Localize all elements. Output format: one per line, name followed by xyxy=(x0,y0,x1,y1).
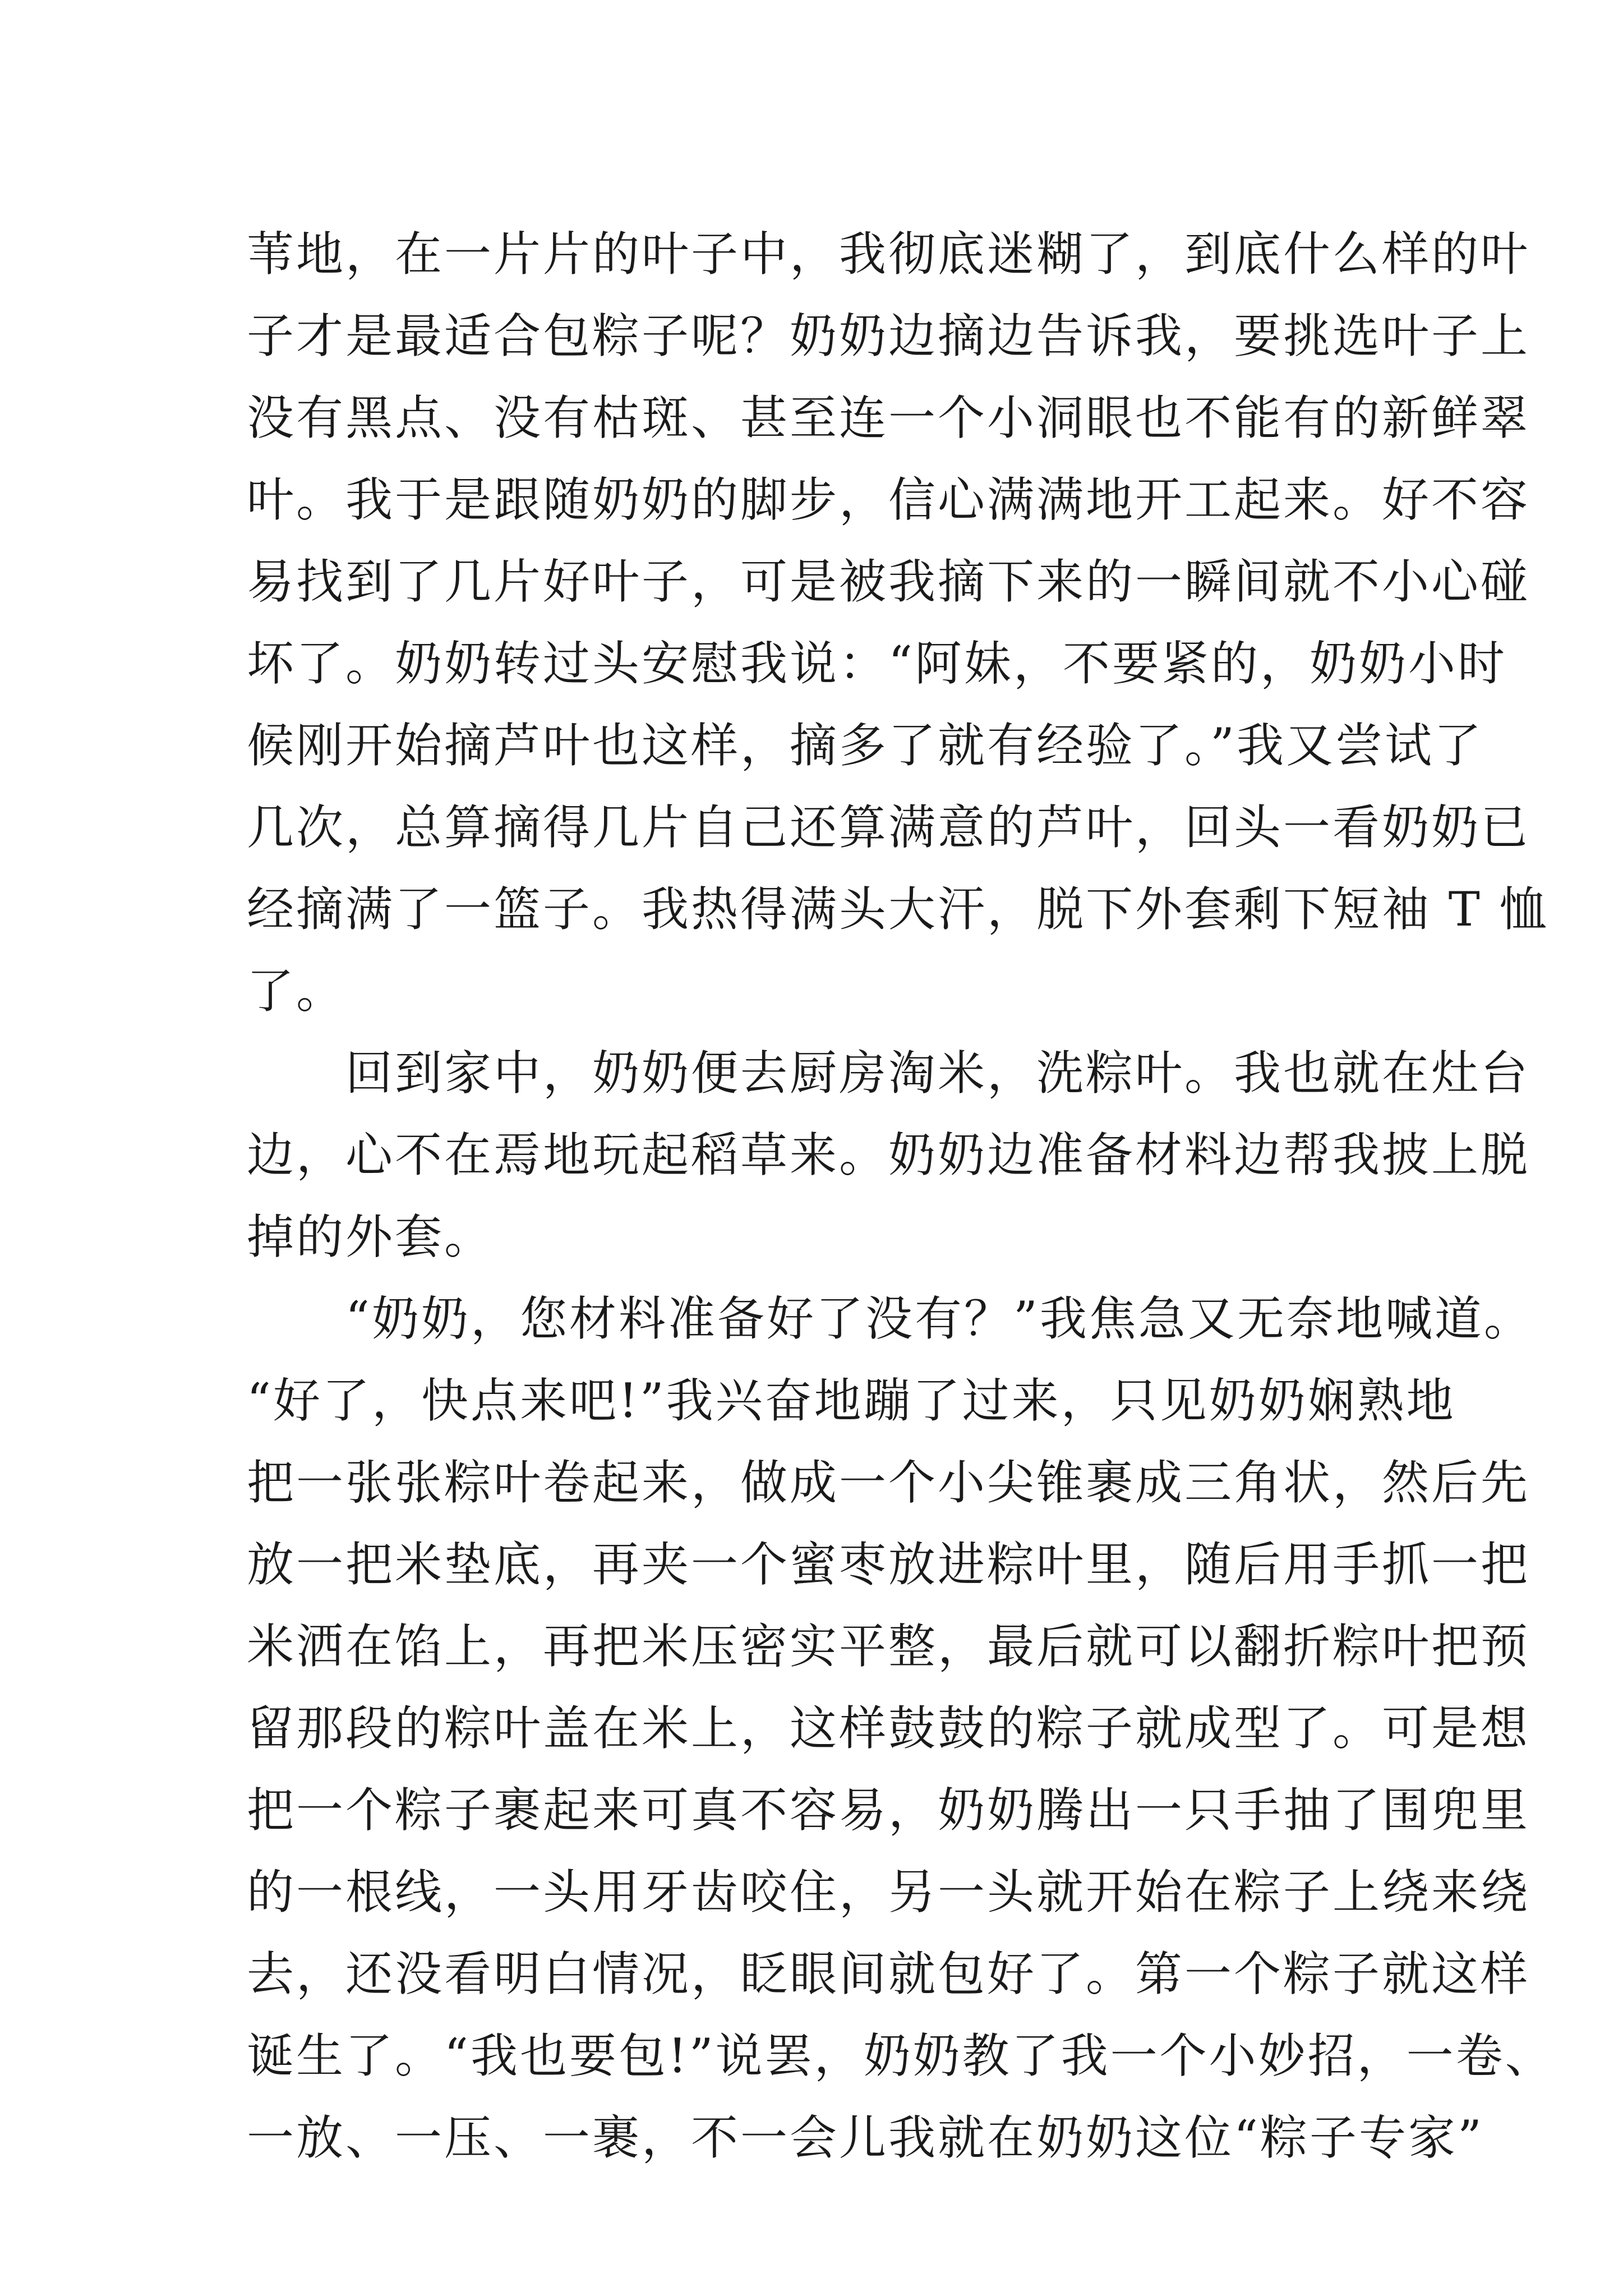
text-line: 放一把米垫底，再夹一个蜜枣放进粽叶里，随后用手抓一把 xyxy=(247,1537,1530,1592)
text-line: 掉的外套。 xyxy=(247,1209,494,1264)
text-line: “好了，快点来吧!”我兴奋地蹦了过来，只见奶奶娴熟地 xyxy=(247,1373,1456,1428)
text-line: 易找到了几片好叶子，可是被我摘下来的一瞬间就不小心碰 xyxy=(247,554,1530,609)
text-line: 坏了。奶奶转过头安慰我说：“阿妹，不要紧的，奶奶小时 xyxy=(247,636,1507,691)
text-line: 苇地，在一片片的叶子中，我彻底迷糊了，到底什么样的叶 xyxy=(247,227,1530,282)
body-text xyxy=(247,213,1555,2179)
text-line: 没有黑点、没有枯斑、甚至连一个小洞眼也不能有的新鲜翠 xyxy=(247,390,1530,445)
text-line: 叶。我于是跟随奶奶的脚步，信心满满地开工起来。好不容 xyxy=(247,472,1530,527)
text-line: 把一个粽子裹起来可真不容易，奶奶腾出一只手抽了围兜里 xyxy=(247,1783,1530,1838)
text-line: 把一张张粽叶卷起来，做成一个小尖锥裹成三角状，然后先 xyxy=(247,1455,1530,1510)
text-line: 候刚开始摘芦叶也这样，摘多了就有经验了。”我又尝试了 xyxy=(247,718,1483,773)
text-line: 了。 xyxy=(247,964,346,1019)
text-line: 子才是最适合包粽子呢？奶奶边摘边告诉我，要挑选叶子上 xyxy=(247,309,1530,364)
text-line: 边，心不在焉地玩起稻草来。奶奶边准备材料边帮我披上脱 xyxy=(247,1128,1530,1182)
text-line: “奶奶，您材料准备好了没有？”我焦急又无奈地喊道。 xyxy=(247,1291,1533,1346)
text-line: 的一根线，一头用牙齿咬住，另一头就开始在粽子上绕来绕 xyxy=(247,1865,1530,1920)
text-line: 米洒在馅上，再把米压密实平整，最后就可以翻折粽叶把预 xyxy=(247,1619,1530,1674)
text-line: 经摘满了一篮子。我热得满头大汗，脱下外套剩下短袖 T 恤 xyxy=(247,882,1549,937)
text-line: 去，还没看明白情况，眨眼间就包好了。第一个粽子就这样 xyxy=(247,1947,1530,2001)
text-line: 几次，总算摘得几片自己还算满意的芦叶，回头一看奶奶已 xyxy=(247,800,1530,855)
text-line: 留那段的粽叶盖在米上，这样鼓鼓的粽子就成型了。可是想 xyxy=(247,1701,1530,1756)
text-line: 一放、一压、一裹，不一会儿我就在奶奶这位“粽子专家” xyxy=(247,2110,1484,2165)
text-line: 回到家中，奶奶便去厨房淘米，洗粽叶。我也就在灶台 xyxy=(247,1046,1530,1101)
text-line: 诞生了。“我也要包!”说罢，奶奶教了我一个小妙招，一卷、 xyxy=(247,2028,1555,2083)
